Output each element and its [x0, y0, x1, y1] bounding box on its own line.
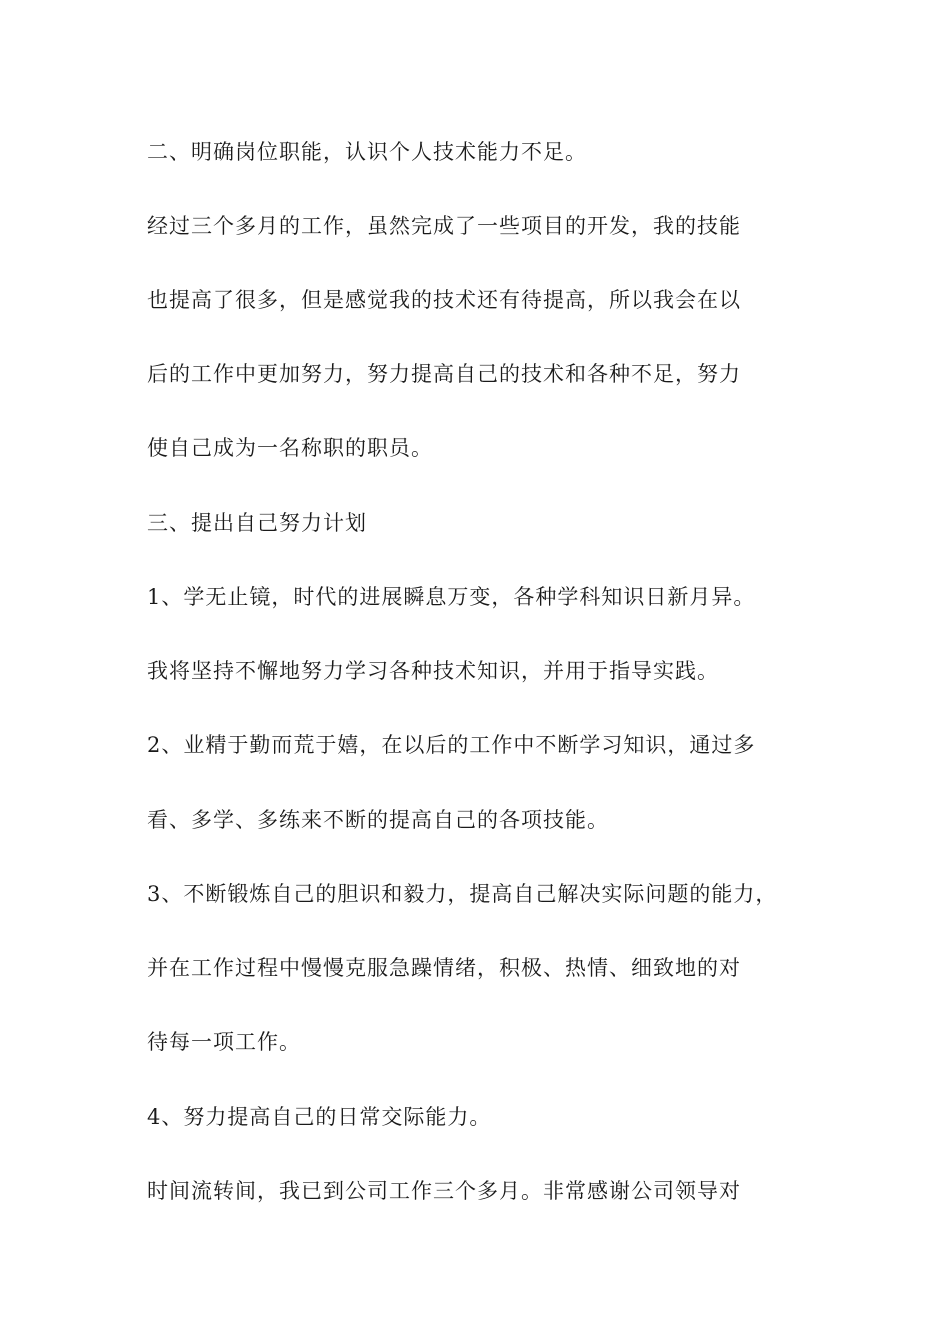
paragraph-line: 看、多学、多练来不断的提高自己的各项技能。	[147, 808, 609, 832]
paragraph-line: 并在工作过程中慢慢克服急躁情绪，积极、热情、细致地的对	[147, 956, 741, 980]
paragraph-line: 待每一项工作。	[147, 1030, 301, 1054]
paragraph-line: 经过三个多月的工作，虽然完成了一些项目的开发，我的技能	[147, 214, 741, 238]
list-item-3: 3、不断锻炼自己的胆识和毅力，提高自己解决实际问题的能力，	[147, 882, 778, 906]
paragraph-line: 我将坚持不懈地努力学习各种技术知识，并用于指导实践。	[147, 659, 719, 683]
section-heading-2: 二、明确岗位职能，认识个人技术能力不足。	[147, 140, 587, 164]
list-item-2: 2、业精于勤而荒于嬉，在以后的工作中不断学习知识，通过多	[147, 733, 756, 757]
list-item-4: 4、努力提高自己的日常交际能力。	[147, 1105, 492, 1129]
paragraph-line: 时间流转间，我已到公司工作三个多月。非常感谢公司领导对	[147, 1179, 741, 1203]
paragraph-line: 也提高了很多，但是感觉我的技术还有待提高，所以我会在以	[147, 288, 741, 312]
paragraph-line: 使自己成为一名称职的职员。	[147, 436, 433, 460]
section-heading-3: 三、提出自己努力计划	[147, 511, 367, 535]
paragraph-line: 后的工作中更加努力，努力提高自己的技术和各种不足，努力	[147, 362, 741, 386]
list-item-1: 1、学无止镜，时代的进展瞬息万变，各种学科知识日新月异。	[147, 585, 756, 609]
